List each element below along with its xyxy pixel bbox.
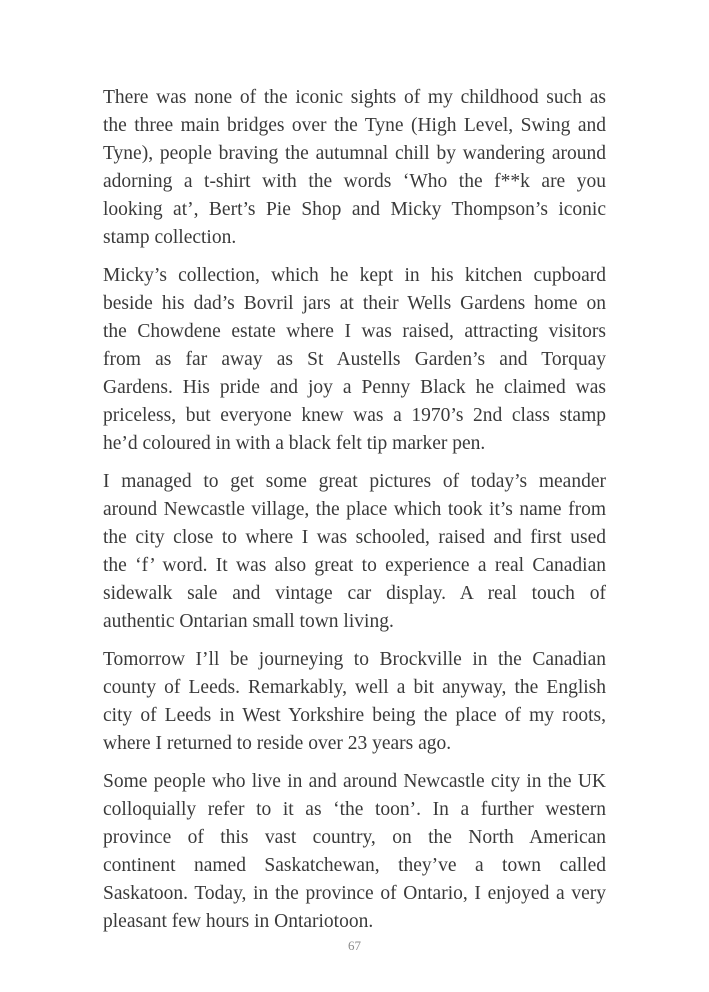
paragraph: [103, 646, 606, 758]
text-line: the ‘f’ word. It was also great to experience a real Canadian: [103, 555, 606, 576]
text-line: the city close to where I was schooled, raised and first used: [103, 527, 606, 548]
text-line: sidewalk sale and vintage car display. A real touch of: [103, 583, 606, 604]
text-line: stamp collection.: [103, 227, 237, 248]
text-line: Saskatoon. Today, in the province of Ontario, I enjoyed a very: [103, 883, 606, 904]
text-line: beside his dad’s Bovril jars at their Wells Gardens home on: [103, 293, 606, 314]
text-line: Tyne), people braving the autumnal chill by wandering around: [103, 143, 606, 164]
text-line: he’d coloured in with a black felt tip marker pen.: [103, 433, 486, 454]
text-line: Gardens. His pride and joy a Penny Black he claimed was: [103, 377, 606, 398]
paragraph: [103, 84, 606, 252]
text-line: province of this vast country, on the North American: [103, 827, 606, 848]
text-line: city of Leeds in West Yorkshire being the place of my roots,: [103, 705, 606, 726]
text-line: county of Leeds. Remarkably, well a bit anyway, the English: [103, 677, 606, 698]
text-line: I managed to get some great pictures of today’s meander: [103, 471, 606, 492]
paragraph: [103, 768, 606, 936]
text-line: Tomorrow I’ll be journeying to Brockville in the Canadian: [103, 649, 606, 670]
text-line: adorning a t-shirt with the words ‘Who the f**k are you: [103, 171, 606, 192]
text-line: continent named Saskatchewan, they’ve a town called: [103, 855, 606, 876]
paragraph: [103, 468, 606, 636]
text-line: There was none of the iconic sights of my childhood such as: [103, 87, 606, 108]
text-line: Micky’s collection, which he kept in his kitchen cupboard: [103, 265, 606, 286]
text-line: colloquially refer to it as ‘the toon’. In a further western: [103, 799, 606, 820]
text-line: the three main bridges over the Tyne (High Level, Swing and: [103, 115, 606, 136]
text-block: [103, 84, 606, 946]
text-line: pleasant few hours in Ontariotoon.: [103, 911, 374, 932]
page-number: 67: [348, 938, 361, 953]
text-line: priceless, but everyone knew was a 1970’s 2nd class stamp: [103, 405, 606, 426]
text-line: authentic Ontarian small town living.: [103, 611, 394, 632]
text-line: around Newcastle village, the place which took it’s name from: [103, 499, 606, 520]
text-line: the Chowdene estate where I was raised, attracting visitors: [103, 321, 606, 342]
text-line: where I returned to reside over 23 years ago.: [103, 733, 452, 754]
text-line: looking at’, Bert’s Pie Shop and Micky Thompson’s iconic: [103, 199, 606, 220]
text-line: Some people who live in and around Newcastle city in the UK: [103, 771, 606, 792]
text-line: from as far away as St Austells Garden’s and Torquay: [103, 349, 606, 370]
paragraph: [103, 262, 606, 458]
